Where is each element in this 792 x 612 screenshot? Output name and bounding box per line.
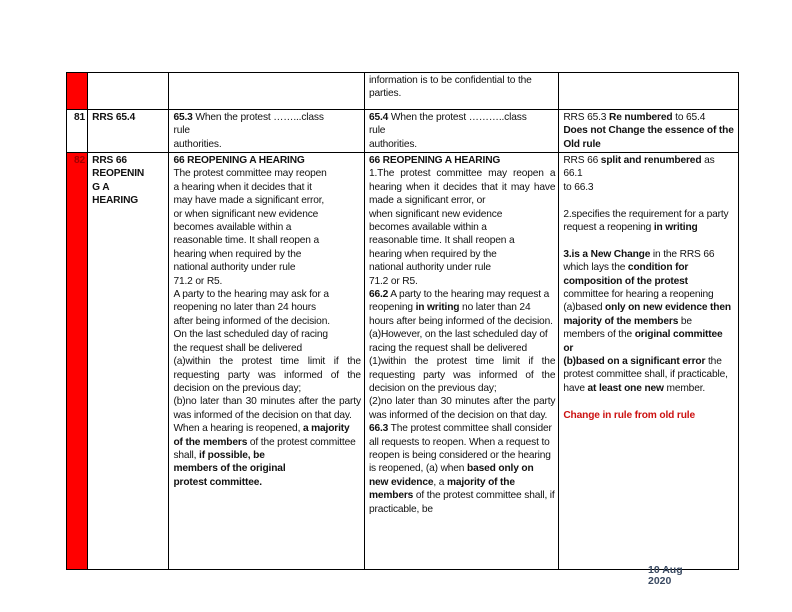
old-text-cell xyxy=(169,73,364,110)
footer-date xyxy=(648,565,683,587)
text: if possible, be xyxy=(199,449,265,461)
table-row-82 xyxy=(67,153,739,570)
table-row-continued xyxy=(67,73,739,110)
text: may have made a significant error, xyxy=(173,195,325,207)
text: authorities. xyxy=(368,138,417,150)
text: G A xyxy=(92,181,110,193)
rule-ref: 65.4 xyxy=(368,112,389,123)
text: 71.2 or R5. xyxy=(173,275,223,287)
text: as 66.1 xyxy=(563,155,715,180)
text: majority of the members xyxy=(368,476,515,502)
text: (1)within the protest time limit if the requesting party was informed of the decision on the previous day; xyxy=(368,356,556,394)
text: only on new evidence then majority of the members xyxy=(563,302,731,327)
row-number-text: 82 xyxy=(74,155,86,166)
text: to 65.4 xyxy=(672,112,706,123)
text: (a)based xyxy=(563,302,606,314)
text: of the protest committee shall, if practicable, be xyxy=(368,490,555,515)
rule-ref: 66.3 xyxy=(368,423,389,435)
text: A party to the hearing may request a reopening xyxy=(368,289,550,314)
text: hearing when required by the xyxy=(173,248,302,260)
spacer xyxy=(563,194,735,207)
text: authorities. xyxy=(173,138,222,150)
text: rule xyxy=(368,125,386,137)
text: member. xyxy=(663,382,706,394)
rule-cell xyxy=(88,73,169,110)
text: (b)no later than 30 minutes after the party was informed of the decision on that day. xyxy=(173,396,361,421)
text: to 66.3 xyxy=(563,181,594,193)
text: A party to the hearing may ask for a xyxy=(173,289,329,301)
rule-cell xyxy=(88,153,169,570)
new-text-cell xyxy=(364,110,558,153)
text: in writing xyxy=(415,302,460,314)
rule-heading: 66 REOPENING A HEARING xyxy=(368,155,501,166)
text: after being informed of the decision. xyxy=(173,315,330,327)
text: 2.specifies the requirement for a party request a reopening xyxy=(563,208,729,234)
text: national authority under rule xyxy=(368,262,491,274)
row-number xyxy=(67,153,88,570)
text: be members of the xyxy=(563,315,692,341)
text: RRS 65.3 xyxy=(563,112,609,123)
text: rule xyxy=(173,125,190,137)
comment-cell xyxy=(559,153,739,570)
spacer xyxy=(563,395,735,408)
text: RRS 66 xyxy=(563,155,601,166)
text: When the protest ……...class xyxy=(192,112,324,123)
text: a majority of the members xyxy=(173,423,350,448)
text: 1.The protest committee may reopen a hearing when it decides that it may have made a significant error, or xyxy=(368,168,556,207)
text: members of the original xyxy=(173,463,286,475)
text: (a)within the protest time limit if the requesting party was informed of the decision on the previous day; xyxy=(173,356,361,394)
spacer xyxy=(563,234,735,247)
text: 71.2 or R5. xyxy=(368,275,418,287)
text: RRS 66 xyxy=(92,155,127,166)
rule-cell: RRS 65.4 xyxy=(88,110,169,153)
text: REOPENIN xyxy=(92,168,145,180)
text: split and renumbered xyxy=(600,155,702,166)
rule-ref: 66.2 xyxy=(368,289,389,301)
text: the protest committee shall, if practicable, have xyxy=(563,356,728,394)
text: (b)based on a significant error xyxy=(563,356,706,368)
comment-cell xyxy=(559,73,739,110)
text: The protest committee may reopen xyxy=(173,168,327,180)
text: condition for composition of the protest xyxy=(563,262,689,287)
text: (a)However, on the last scheduled day of racing the request shall be delivered xyxy=(368,329,548,354)
text: committee for hearing a reopening xyxy=(563,289,714,301)
text: Does not Change the essence of the Old rule xyxy=(563,125,734,150)
text: Re numbered xyxy=(609,112,673,123)
rule-heading: 66 REOPENING A HEARING xyxy=(173,155,305,166)
text: at least one new xyxy=(587,382,664,394)
text: 3.is a New Change xyxy=(563,248,651,260)
new-text-cell xyxy=(364,153,558,570)
text: original committee or xyxy=(563,329,723,354)
text: in writing xyxy=(653,222,698,234)
old-text-cell xyxy=(169,153,364,570)
text: the request shall be delivered xyxy=(173,342,303,354)
text: hearing when required by the xyxy=(368,248,497,260)
text: or when significant new evidence xyxy=(173,208,319,220)
text: a hearing when it decides that it xyxy=(173,181,312,193)
text: The protest committee shall consider all requests to reopen. When a request to reopen is being considered or the hearing is reopened, (a) when xyxy=(368,423,552,475)
text: , a xyxy=(433,476,447,488)
text: When the protest ………..class xyxy=(388,112,527,123)
rule-ref: 65.3 xyxy=(173,112,193,123)
text: reopening no later than 24 hours xyxy=(173,302,316,314)
old-text-cell xyxy=(169,110,364,153)
text: On the last scheduled day of racing xyxy=(173,329,328,341)
text: when significant new evidence xyxy=(368,208,503,220)
table-row-81 xyxy=(67,110,739,153)
text: (2)no later than 30 minutes after the party was informed of the decision on that day. xyxy=(368,396,556,421)
comment-cell xyxy=(559,110,739,153)
text: protest committee. xyxy=(173,476,262,488)
text: HEARING xyxy=(92,195,139,207)
new-text-cell: information is to be confidential to the parties. xyxy=(364,73,558,110)
text: becomes available within a xyxy=(173,222,292,234)
text: in the RRS 66 which lays the xyxy=(563,248,715,274)
text: When a hearing is reopened, xyxy=(173,423,303,435)
text: based only on new evidence xyxy=(368,463,534,488)
text: no later than 24 hours after being informed of the decision. xyxy=(368,302,553,327)
text: national authority under rule xyxy=(173,262,296,274)
change-note: Change in rule from old rule xyxy=(563,409,695,421)
row-marker-cell xyxy=(67,73,88,110)
row-number: 81 xyxy=(67,110,88,153)
rule-comparison-table xyxy=(66,72,739,570)
text: reasonable time. It shall reopen a xyxy=(368,235,515,247)
date-line: 2020 xyxy=(648,575,672,587)
text: of the protest committee shall, xyxy=(173,436,356,461)
text: becomes available within a xyxy=(368,222,487,234)
date-line: 10 Aug xyxy=(648,564,683,576)
text: reasonable time. It shall reopen a xyxy=(173,235,320,247)
